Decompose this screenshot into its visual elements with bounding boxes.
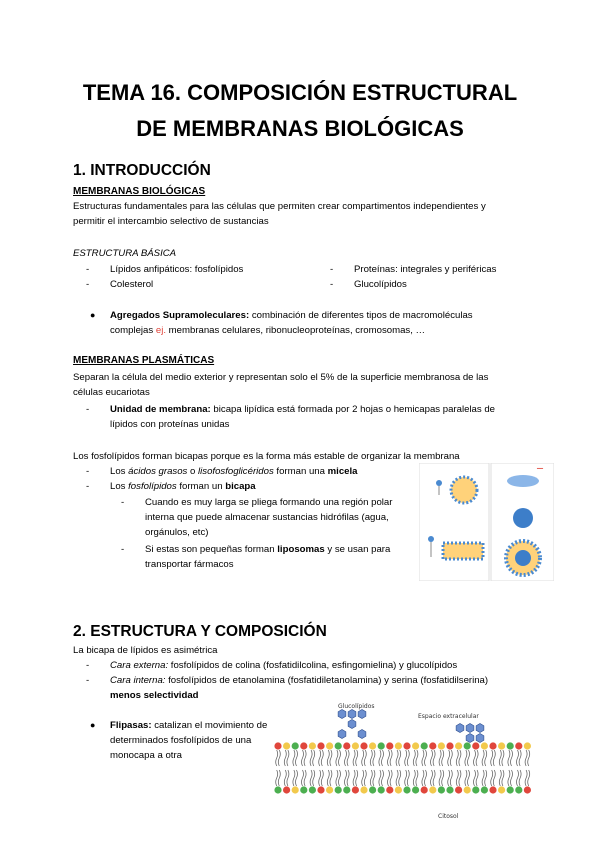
- list-item: - Cara interna: fosfolípidos de etanolamina (fosfatidiletanolamina) y serina (fosfatidilserina) menos selectividad: [110, 673, 530, 703]
- page-title: TEMA 16. COMPOSICIÓN ESTRUCTURAL: [82, 80, 518, 105]
- section-heading-1: 1. INTRODUCCIÓN: [73, 162, 211, 179]
- list-item-agregados: ● Agregados Supramoleculares: combinación de diferentes tipos de macromoléculas complejas ej. membranas celulares, ribonucleoproteínas, cromosomas, …: [110, 308, 530, 338]
- label-citosol: Citosol: [438, 813, 459, 820]
- page-title-line2: DE MEMBRANAS BIOLÓGICAS: [136, 116, 464, 141]
- section-heading-2: 2. ESTRUCTURA Y COMPOSICIÓN: [73, 623, 327, 640]
- paragraph: Los fosfolípidos forman bicapas porque es la forma más estable de organizar la membrana: [73, 451, 460, 462]
- list-item: - Cara externa: fosfolípidos de colina (fosfatidilcolina, esfingomielina) y glucolípidos: [110, 658, 457, 673]
- list-item: - Proteínas: integrales y periféricas: [354, 262, 496, 277]
- list-item-unidad: - Unidad de membrana: bicapa lipídica está formada por 2 hojas o hemicapas paralelas de lípidos con proteínas unidas: [110, 402, 530, 432]
- paragraph: Separan la célula del medio exterior y representan solo el 5% de la superficie membranosa de las células eucariotas: [73, 372, 489, 398]
- list-item: - Los ácidos grasos o lisofosfoglicéridos forman una micela: [110, 464, 358, 479]
- paragraph: La bicapa de lípidos es asimétrica: [73, 645, 218, 656]
- micelle-bilayer-figure: [419, 463, 554, 581]
- svg-text:━━: ━━: [537, 466, 544, 472]
- list-item: - Glucolípidos: [354, 277, 407, 292]
- subheading-membranas-biologicas: MEMBRANAS BIOLÓGICAS: [73, 186, 206, 197]
- list-item: - Colesterol: [110, 277, 153, 292]
- subheading-membranas-plasmaticas: MEMBRANAS PLASMÁTICAS: [73, 355, 215, 366]
- list-item: - Los fosfolípidos forman un bicapa: [110, 479, 256, 494]
- paragraph: Estructuras fundamentales para las células que permiten crear compartimentos independientes y permitir el intercambio selectivo de sustancias: [73, 201, 486, 227]
- subheading-estructura-basica: ESTRUCTURA BÁSICA: [73, 248, 177, 259]
- sub-list-item: - Cuando es muy larga se pliega formando una región polar interna que puede almacenar sustancias hidrófilas (agua, orgánulos, etc): [145, 495, 415, 540]
- list-item: - Lípidos anfipáticos: fosfolípidos: [110, 262, 243, 277]
- sub-list-item: - Si estas son pequeñas forman liposomas y se usan para transportar fármacos: [145, 542, 415, 572]
- label-espacio-extracelular: Espacio extracelular: [418, 713, 479, 720]
- label-glucolipidos: Glucolípidos: [338, 703, 375, 710]
- list-item-flipasas: ● Flipasas: catalizan el movimiento de determinados fosfolípidos de una monocapa a otra: [110, 718, 280, 763]
- membrane-asymmetry-figure: [270, 698, 538, 820]
